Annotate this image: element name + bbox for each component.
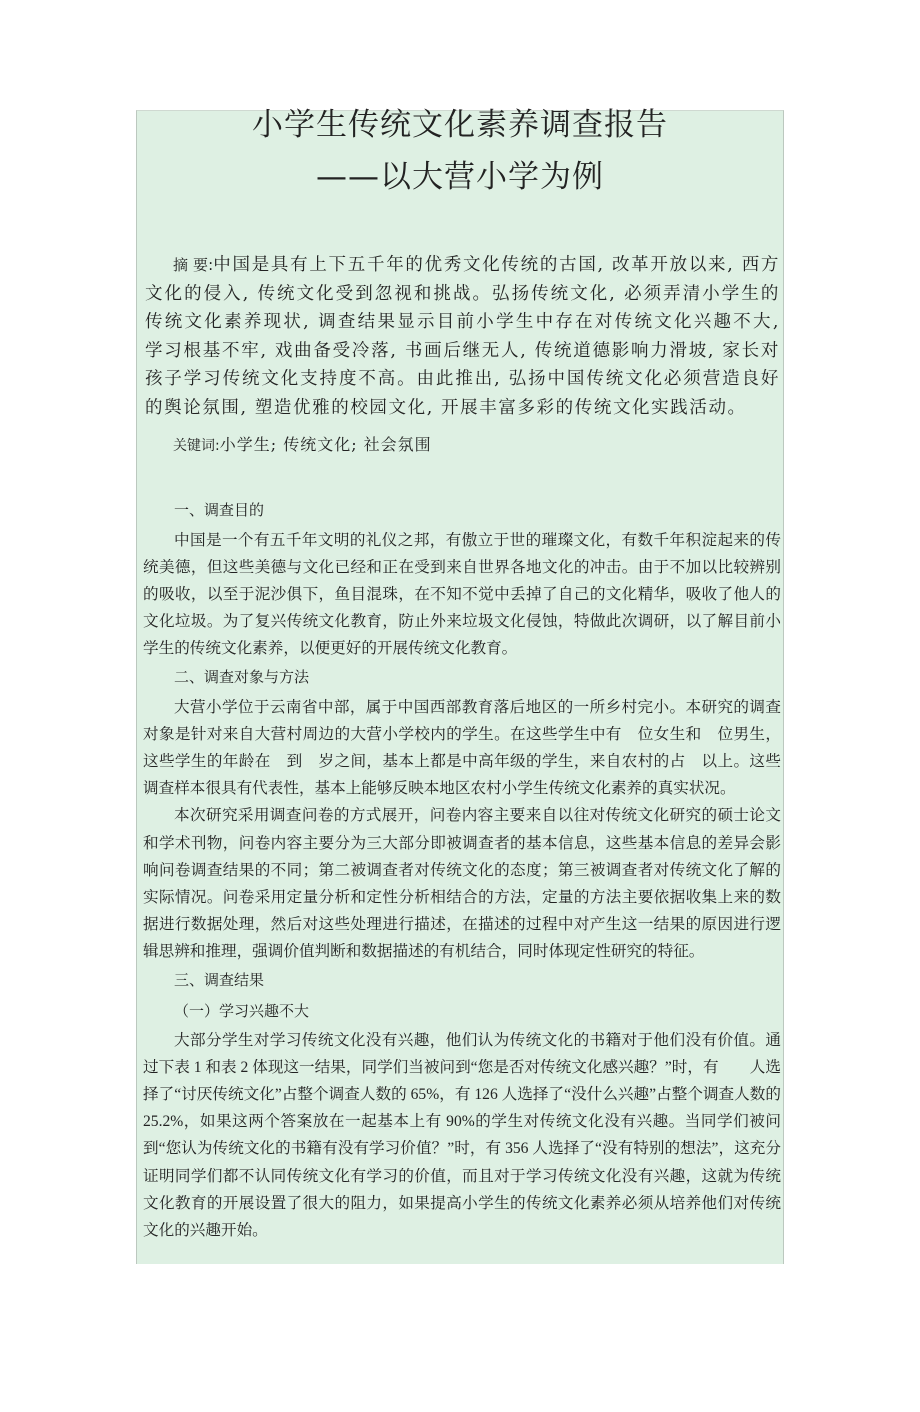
- abstract-text: 中国是具有上下五千年的优秀文化传统的古国, 改革开放以来, 西方文化的侵入, 传统文化受到忽视和挑战。弘扬传统文化, 必须弄清小学生的传统文化素养现状, 调查结果显示目前小学生中存在对传统文化兴趣不大, 学习根基不牢, 戏曲备受冷落, 书画后继无人, 传统道德影响力滑坡, 家长对孩子学习传统文化支持度不高。由此推出, 弘扬中国传统文化必须营造良好的舆论氛围, 塑造优雅的校园文化, 开展丰富多彩的传统文化实践活动。: [145, 255, 781, 418]
- document-body: [143, 496, 781, 1245]
- paragraph: 大部分学生对学习传统文化没有兴趣，他们认为传统文化的书籍对于他们没有价值。通过下表 1 和表 2 体现这一结果，同学们当被问到“您是否对传统文化感兴趣？”时，有 人选择了“讨厌传统文化”占整个调查人数的 65%，有 126 人选择了“没什么兴趣”占整个调查人数的 25.2%，如果这两个答案放在一起基本上有 90%的学生对传统文化没有兴趣。当同学们被问到“您认为传统文化的书籍有没有学习价值？”时，有 356 人选择了“没有特别的想法”，这充分证明同学们都不认同传统文化有学习的价值，而且对于学习传统文化没有兴趣，这就为传统文化教育的开展设置了很大的阻力，如果提高小学生的传统文化素养必须从培养他们对传统文化的兴趣开始。: [143, 1031, 781, 1240]
- paragraph: 大营小学位于云南省中部，属于中国西部教育落后地区的一所乡村完小。本研究的调查对象是针对来自大营村周边的大营小学校内的学生。在这些学生中有 位女生和 位男生，这些学生的年龄在 到 岁之间，基本上都是中高年级的学生，来自农村的占 以上。这些调查样本很具有代表性，基本上能够反映本地区农村小学生传统文化素养的真实状况。: [143, 698, 781, 798]
- section-heading: 一、调查目的: [174, 502, 265, 519]
- keywords-label: 关键词:: [173, 437, 220, 454]
- document-title: 小学生传统文化素养调查报告: [252, 107, 668, 143]
- keywords-text: 小学生; 传统文化; 社会氛围: [219, 434, 432, 454]
- section-heading: 二、调查对象与方法: [174, 669, 310, 686]
- abstract: [145, 251, 780, 423]
- keywords: [173, 431, 783, 460]
- paragraph: 中国是一个有五千年文明的礼仪之邦，有傲立于世的璀璨文化，有数千年积淀起来的传统美德，但这些美德与文化已经和正在受到来自世界各地文化的冲击。由于不加以比较辨别的吸收，以至于泥沙俱下，鱼目混珠，在不知不觉中丢掉了自己的文化精华，吸收了他人的文化垃圾。为了复兴传统文化教育，防止外来垃圾文化侵蚀，特做此次调研，以了解目前小学生的传统文化素养，以便更好的开展传统文化教育。: [143, 531, 781, 658]
- abstract-label: 摘 要:: [173, 256, 214, 274]
- subsection-heading: （一）学习兴趣不大: [174, 1003, 310, 1020]
- section-heading: 三、调查结果: [174, 972, 265, 989]
- document-subtitle: ——以大营小学为例: [316, 159, 604, 195]
- document-page: [136, 107, 784, 1264]
- paragraph: 本次研究采用调查问卷的方式展开，问卷内容主要来自以往对传统文化研究的硕士论文和学术刊物，问卷内容主要分为三大部分即被调查者的基本信息，这些基本信息的差异会影响问卷调查结果的不同；第二被调查者对传统文化的态度；第三被调查者对传统文化了解的实际情况。问卷采用定量分析和定性分析相结合的方法，定量的方法主要依据收集上来的数据进行数据处理，然后对这些处理进行描述，在描述的过程中对产生这一结果的原因进行逻辑思辨和推理，强调价值判断和数据描述的有机结合，同时体现定性研究的特征。: [143, 807, 781, 961]
